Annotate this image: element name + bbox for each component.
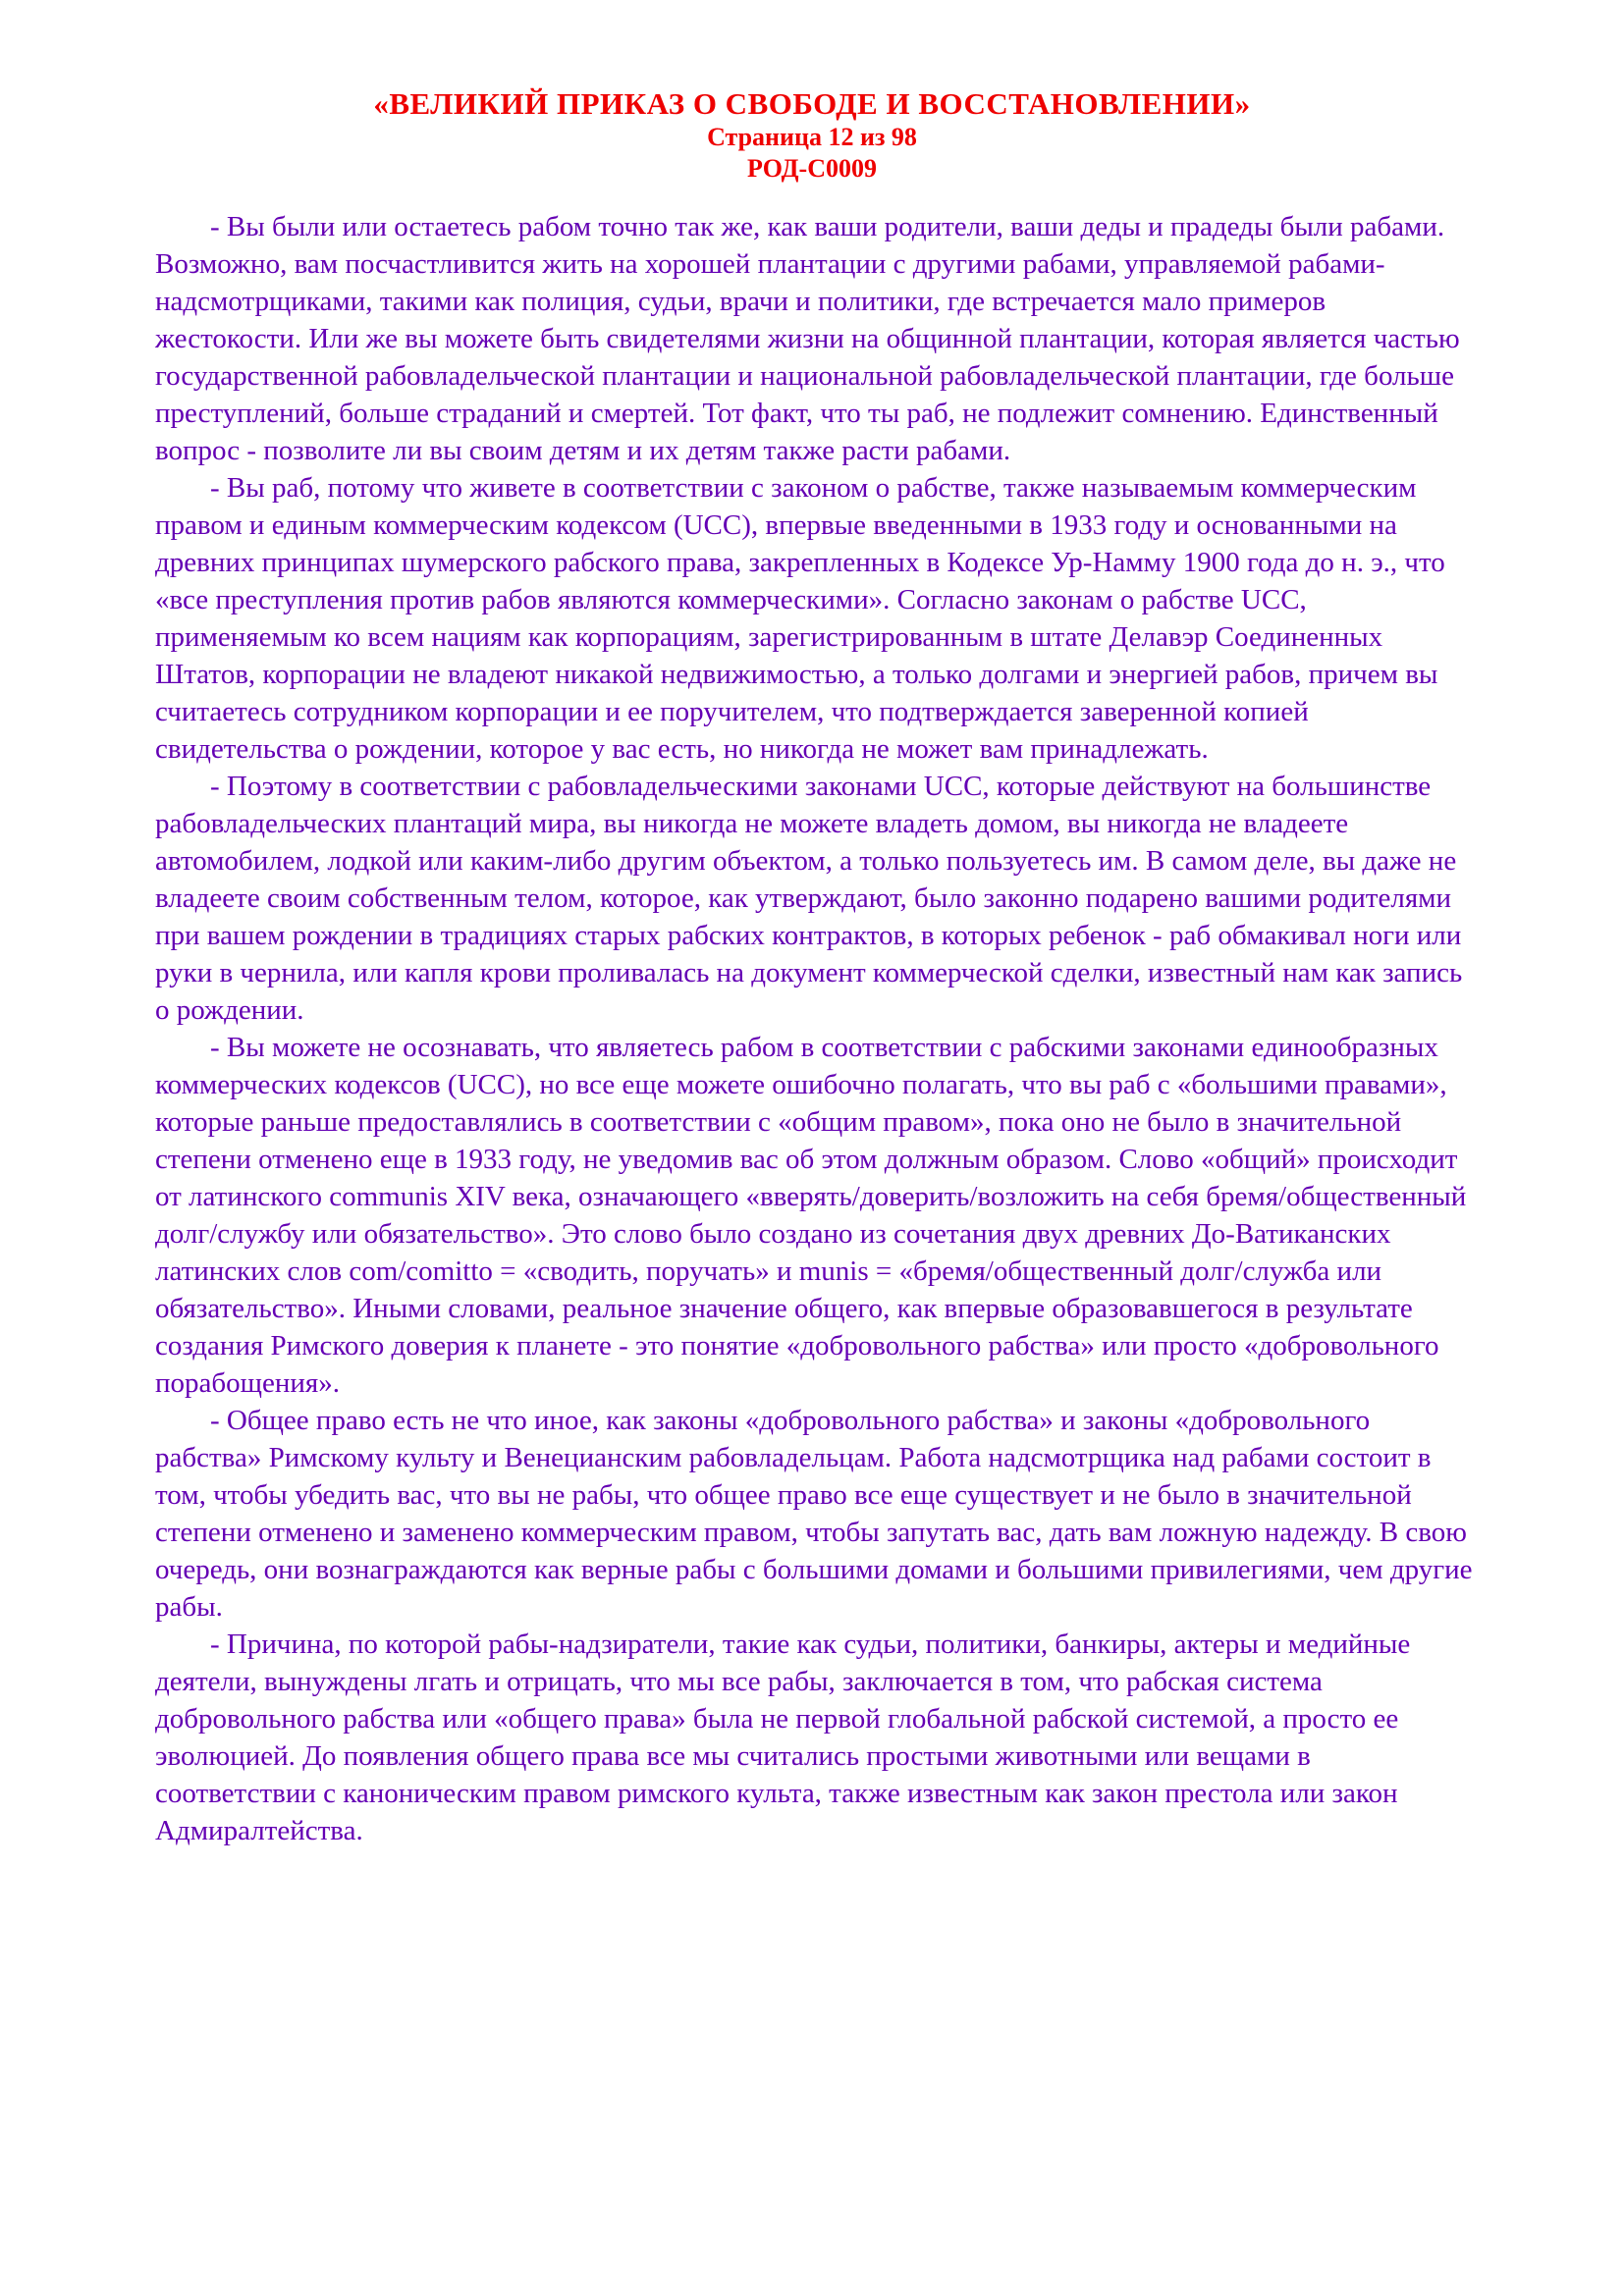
paragraph: - Причина, по которой рабы-надзиратели, такие как судьи, политики, банкиры, актеры и медийные деятели, вынуждены лгать и отрицать, что мы все рабы, заключается в том, что рабская система добровольного рабства или «общего права» была не первой глобальной рабской системой, а просто ее эволюцией. До появления общего права все мы считались простыми животными или вещами в соответствии с каноническим правом римского культа, также известным как закон престола или закон Адмиралтейства. bbox=[155, 1629, 1411, 1846]
paragraph: - Общее право есть не что иное, как законы «добровольного рабства» и законы «добровольного рабства» Римскому культу и Венецианским рабовладельцам. Работа надсмотрщика над рабами состоит в том, чтобы убедить вас, что вы не рабы, что общее право все еще существует и не было в значительной степени отменено и заменено коммерческим правом, чтобы запутать вас, дать вам ложную надежду. В свою очередь, они вознаграждаются как верные рабы с большими домами и большими привилегиями, чем другие рабы. bbox=[155, 1405, 1473, 1623]
paragraph: - Вы раб, потому что живете в соответствии с законом о рабстве, также называемым коммерческим правом и единым коммерческим кодексом (UCC), впервые введенными в 1933 году и основанными на древних принципах шумерского рабского права, закрепленных в Кодексе Ур-Намму 1900 года до н. э., что «все преступления против рабов являются коммерческими». Согласно законам о рабстве UCC, применяемым ко всем нациям как корпорациям, зарегистрированным в штате Делавэр Соединенных Штатов, корпорации не владеют никакой недвижимостью, а только долгами и энергией рабов, причем вы считаетесь сотрудником корпорации и ее поручителем, что подтверждается заверенной копией свидетельства о рождении, которое у вас есть, но никогда не может вам принадлежать. bbox=[155, 472, 1445, 765]
paragraph: - Вы были или остаетесь рабом точно так же, как ваши родители, ваши деды и прадеды были рабами. Возможно, вам посчастливится жить на хорошей плантации с другими рабами, управляемой рабами-надсмотрщиками, такими как полиция, судьи, врачи и политики, где встречается мало примеров жестокости. Или же вы можете быть свидетелями жизни на общинной плантации, которая является частью государственной рабовладельческой плантации и национальной рабовладельческой плантации, где больше преступлений, больше страданий и смертей. Тот факт, что ты раб, не подлежит сомнению. Единственный вопрос - позволите ли вы своим детям и их детям также расти рабами. bbox=[155, 211, 1460, 466]
document-title: «ВЕЛИКИЙ ПРИКАЗ О СВОБОДЕ И ВОССТАНОВЛЕНИИ» bbox=[373, 86, 1251, 121]
paragraph: - Поэтому в соответствии с рабовладельческими законами UCC, которые действуют на большинстве рабовладельческих плантаций мира, вы никогда не можете владеть домом, вы никогда не владеете автомобилем, лодкой или каким-либо другим объектом, а только пользуетесь им. В самом деле, вы даже не владеете своим собственным телом, которое, как утверждают, было законно подарено вашими родителями при вашем рождении в традициях старых рабских контрактов, в которых ребенок - раб обмакивал ноги или руки в чернила, или капля крови проливалась на документ коммерческой сделки, известный нам как запись о рождении. bbox=[155, 771, 1463, 1026]
document-header bbox=[0, 0, 1624, 185]
document-code: РОД-С0009 bbox=[747, 154, 877, 183]
page-indicator: Страница 12 из 98 bbox=[707, 123, 917, 151]
document-body bbox=[0, 208, 1624, 1849]
paragraph: - Вы можете не осознавать, что являетесь рабом в соответствии с рабскими законами единообразных коммерческих кодексов (UCC), но все еще можете ошибочно полагать, что вы раб с «большими правами», которые раньше предоставлялись в соответствии с «общим правом», пока оно не было в значительной степени отменено еще в 1933 году, не уведомив вас об этом должным образом. Слово «общий» происходит от латинского communis XIV века, означающего «вверять/доверить/возложить на себя бремя/общественный долг/службу или обязательство». Это слово было создано из сочетания двух древних До-Ватиканских латинских слов com/comitto = «сводить, поручать» и munis = «бремя/общественный долг/служба или обязательство». Иными словами, реальное значение общего, как впервые образовавшегося в результате создания Римского доверия к планете - это понятие «добровольного рабства» или просто «добровольного порабощения». bbox=[155, 1032, 1467, 1399]
